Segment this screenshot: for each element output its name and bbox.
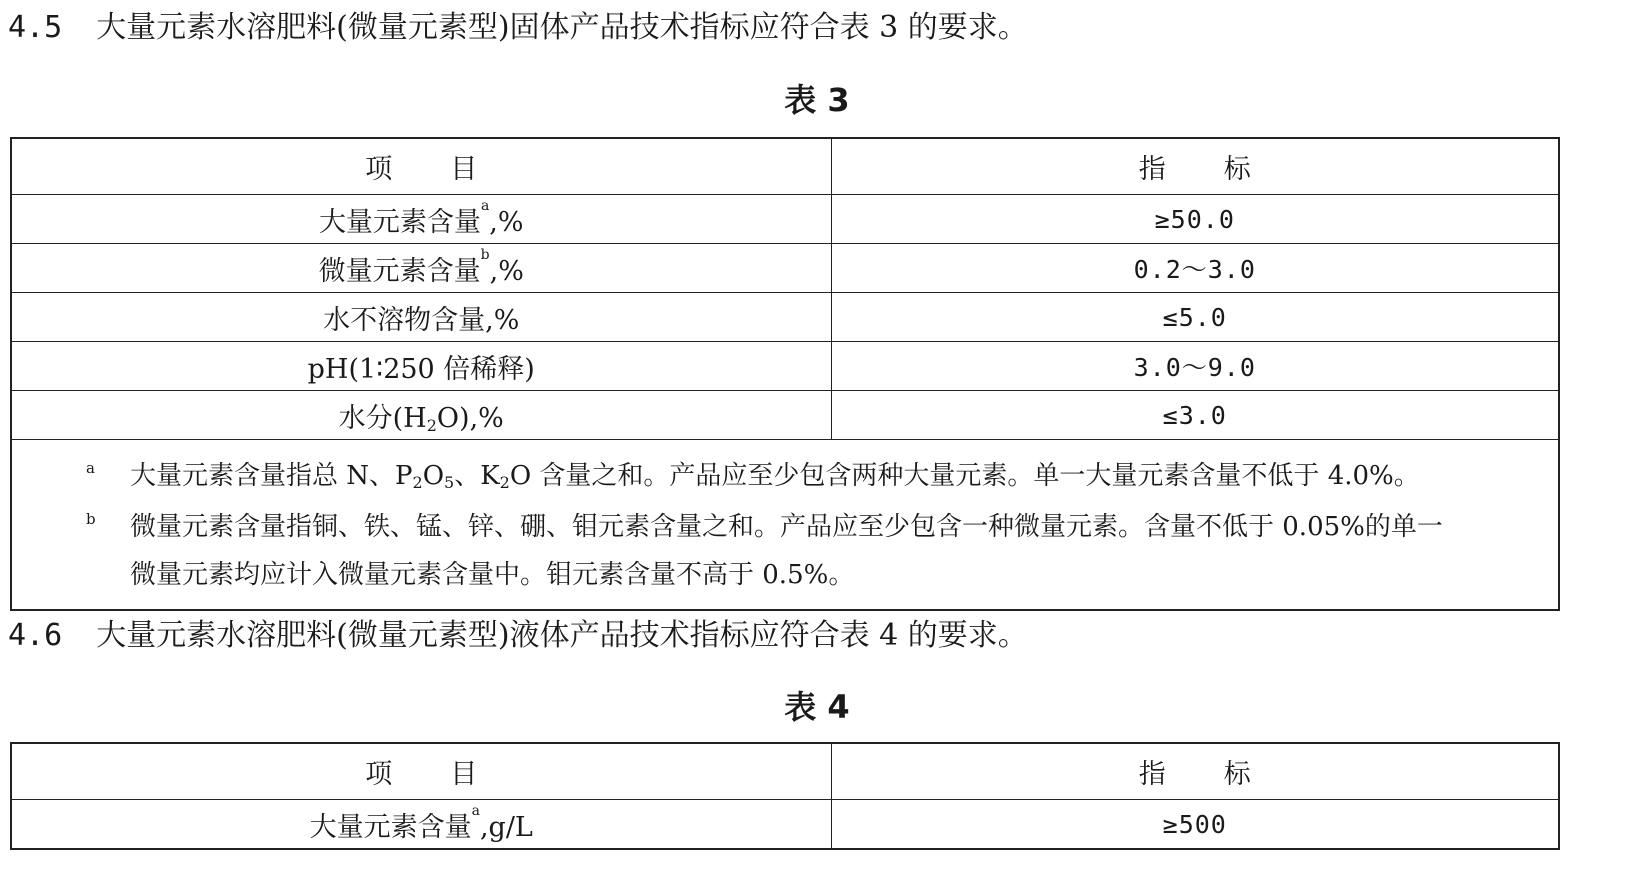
- row-item: pH(1∶250 倍稀释): [11, 342, 831, 391]
- footnote-mark: a: [86, 459, 95, 477]
- row-value: 0.2～3.0: [831, 244, 1559, 293]
- table-3-caption: 表 3: [784, 81, 850, 119]
- section-4-5-paragraph: [8, 8, 1028, 48]
- table-notes: [11, 440, 1559, 611]
- section-number: 4.6: [8, 618, 63, 653]
- row-value: ≤3.0: [831, 391, 1559, 440]
- header-spec: 指 标: [831, 138, 1559, 195]
- header-spec: 指 标: [831, 743, 1559, 800]
- table-header-row: [11, 743, 1559, 800]
- table-4: [10, 742, 1560, 850]
- footnote-mark: b: [86, 510, 96, 528]
- table-row: [11, 800, 1559, 850]
- section-text: 大量元素水溶肥料(微量元素型)固体产品技术指标应符合表 3 的要求。: [96, 10, 1028, 45]
- table-3: [10, 137, 1560, 611]
- footnote-a: a 大量元素含量指总 N、$P_2O_5$、$K_2O$ 含量之和。产品应至少包含两种大量元素。单一大量元素含量不低于 4.0%。: [12, 452, 1558, 503]
- table-row: [11, 195, 1559, 244]
- footnote-b: b 微量元素含量指铜、铁、锰、锌、硼、钼元素含量之和。产品应至少包含一种微量元素。含量不低于 0.05%的单一 微量元素均应计入微量元素含量中。钼元素含量不高于 0.5%。: [12, 503, 1558, 599]
- row-item: 水分$(H_2O),\%$: [11, 391, 831, 440]
- row-item: 水不溶物含量,%: [11, 293, 831, 342]
- row-value: ≤5.0: [831, 293, 1559, 342]
- row-item: 大量元素含量$^a$,g/L: [11, 800, 831, 850]
- header-item: 项 目: [11, 138, 831, 195]
- table-row: [11, 244, 1559, 293]
- table-header-row: [11, 138, 1559, 195]
- row-item: 大量元素含量$^a$,%: [11, 195, 831, 244]
- table-row: [11, 342, 1559, 391]
- row-value: 3.0～9.0: [831, 342, 1559, 391]
- header-item: 项 目: [11, 743, 831, 800]
- row-value: ≥50.0: [831, 195, 1559, 244]
- section-text: 大量元素水溶肥料(微量元素型)液体产品技术指标应符合表 4 的要求。: [96, 618, 1028, 653]
- table-4-caption: 表 4: [784, 688, 850, 726]
- table-notes-row: [11, 440, 1559, 611]
- row-value: ≥500: [831, 800, 1559, 850]
- table-row: [11, 293, 1559, 342]
- row-item: 微量元素含量$^b$,%: [11, 244, 831, 293]
- section-4-6-paragraph: [8, 616, 1028, 656]
- table-row: [11, 391, 1559, 440]
- section-number: 4.5: [8, 10, 63, 45]
